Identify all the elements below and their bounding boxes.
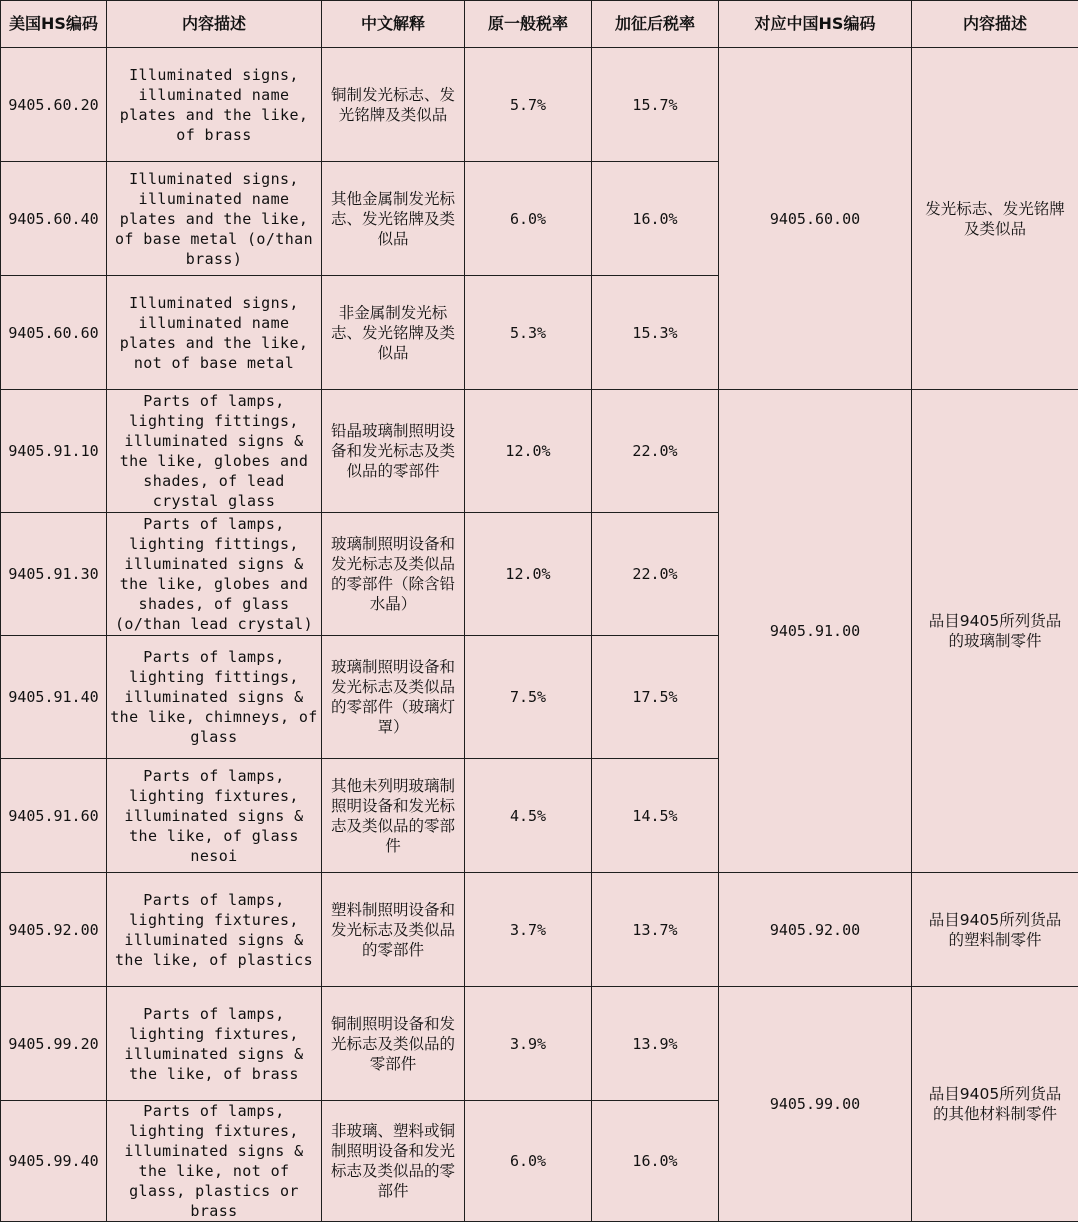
english-description: Parts of lamps, lighting fittings, illuminated signs & the like, chimneys, of glass — [107, 636, 322, 759]
table-row — [1, 390, 1078, 513]
china-description: 品目9405所列货品的塑料制零件 — [912, 873, 1078, 987]
header-content-description: 内容描述 — [107, 1, 322, 48]
us-hs-code: 9405.99.20 — [1, 987, 107, 1101]
increased-rate: 15.7% — [592, 48, 719, 162]
header-chinese-explanation: 中文解释 — [322, 1, 465, 48]
chinese-explanation: 其他金属制发光标志、发光铭牌及类似品 — [322, 162, 465, 276]
increased-rate: 15.3% — [592, 276, 719, 390]
header-original-rate: 原一般税率 — [465, 1, 592, 48]
english-description: Illuminated signs, illuminated name plates and the like, of brass — [107, 48, 322, 162]
chinese-explanation: 塑料制照明设备和发光标志及类似品的零部件 — [322, 873, 465, 987]
increased-rate: 16.0% — [592, 1101, 719, 1222]
us-hs-code: 9405.60.40 — [1, 162, 107, 276]
chinese-explanation: 铅晶玻璃制照明设备和发光标志及类似品的零部件 — [322, 390, 465, 513]
us-hs-code: 9405.99.40 — [1, 1101, 107, 1222]
english-description: Parts of lamps, lighting fixtures, illuminated signs & the like, of plastics — [107, 873, 322, 987]
china-hs-code: 9405.60.00 — [719, 48, 912, 390]
china-description: 品目9405所列货品的其他材料制零件 — [912, 987, 1078, 1222]
china-description: 发光标志、发光铭牌及类似品 — [912, 48, 1078, 390]
english-description: Parts of lamps, lighting fittings, illuminated signs & the like, globes and shades, of lead crystal glass — [107, 390, 322, 513]
header-china-hs-code: 对应中国HS编码 — [719, 1, 912, 48]
chinese-explanation: 非金属制发光标志、发光铭牌及类似品 — [322, 276, 465, 390]
increased-rate: 16.0% — [592, 162, 719, 276]
original-rate: 6.0% — [465, 162, 592, 276]
chinese-explanation: 玻璃制照明设备和发光标志及类似品的零部件（玻璃灯罩） — [322, 636, 465, 759]
original-rate: 5.7% — [465, 48, 592, 162]
original-rate: 3.7% — [465, 873, 592, 987]
us-hs-code: 9405.91.40 — [1, 636, 107, 759]
english-description: Illuminated signs, illuminated name plates and the like, of base metal (o/than brass) — [107, 162, 322, 276]
header-increased-rate: 加征后税率 — [592, 1, 719, 48]
us-hs-code: 9405.91.30 — [1, 513, 107, 636]
english-description: Illuminated signs, illuminated name plates and the like, not of base metal — [107, 276, 322, 390]
original-rate: 3.9% — [465, 987, 592, 1101]
original-rate: 7.5% — [465, 636, 592, 759]
table-row — [1, 987, 1078, 1101]
header-china-description: 内容描述 — [912, 1, 1078, 48]
increased-rate: 22.0% — [592, 513, 719, 636]
china-description: 品目9405所列货品的玻璃制零件 — [912, 390, 1078, 873]
us-hs-code: 9405.60.20 — [1, 48, 107, 162]
header-row — [1, 1, 1078, 48]
english-description: Parts of lamps, lighting fittings, illuminated signs & the like, globes and shades, of glass (o/than lead crystal) — [107, 513, 322, 636]
original-rate: 4.5% — [465, 759, 592, 873]
increased-rate: 22.0% — [592, 390, 719, 513]
table-row — [1, 873, 1078, 987]
increased-rate: 17.5% — [592, 636, 719, 759]
header-us-hs-code: 美国HS编码 — [1, 1, 107, 48]
china-hs-code: 9405.99.00 — [719, 987, 912, 1222]
us-hs-code: 9405.91.60 — [1, 759, 107, 873]
chinese-explanation: 非玻璃、塑料或铜制照明设备和发光标志及类似品的零部件 — [322, 1101, 465, 1222]
chinese-explanation: 其他未列明玻璃制照明设备和发光标志及类似品的零部件 — [322, 759, 465, 873]
chinese-explanation: 铜制发光标志、发光铭牌及类似品 — [322, 48, 465, 162]
china-hs-code: 9405.91.00 — [719, 390, 912, 873]
english-description: Parts of lamps, lighting fixtures, illuminated signs & the like, of glass nesoi — [107, 759, 322, 873]
english-description: Parts of lamps, lighting fixtures, illuminated signs & the like, of brass — [107, 987, 322, 1101]
table-row — [1, 48, 1078, 162]
chinese-explanation: 铜制照明设备和发光标志及类似品的零部件 — [322, 987, 465, 1101]
original-rate: 12.0% — [465, 390, 592, 513]
chinese-explanation: 玻璃制照明设备和发光标志及类似品的零部件（除含铅水晶） — [322, 513, 465, 636]
original-rate: 5.3% — [465, 276, 592, 390]
english-description: Parts of lamps, lighting fixtures, illuminated signs & the like, not of glass, plastics or brass — [107, 1101, 322, 1222]
china-hs-code: 9405.92.00 — [719, 873, 912, 987]
increased-rate: 13.7% — [592, 873, 719, 987]
us-hs-code: 9405.60.60 — [1, 276, 107, 390]
original-rate: 6.0% — [465, 1101, 592, 1222]
increased-rate: 13.9% — [592, 987, 719, 1101]
us-hs-code: 9405.91.10 — [1, 390, 107, 513]
us-hs-code: 9405.92.00 — [1, 873, 107, 987]
original-rate: 12.0% — [465, 513, 592, 636]
increased-rate: 14.5% — [592, 759, 719, 873]
